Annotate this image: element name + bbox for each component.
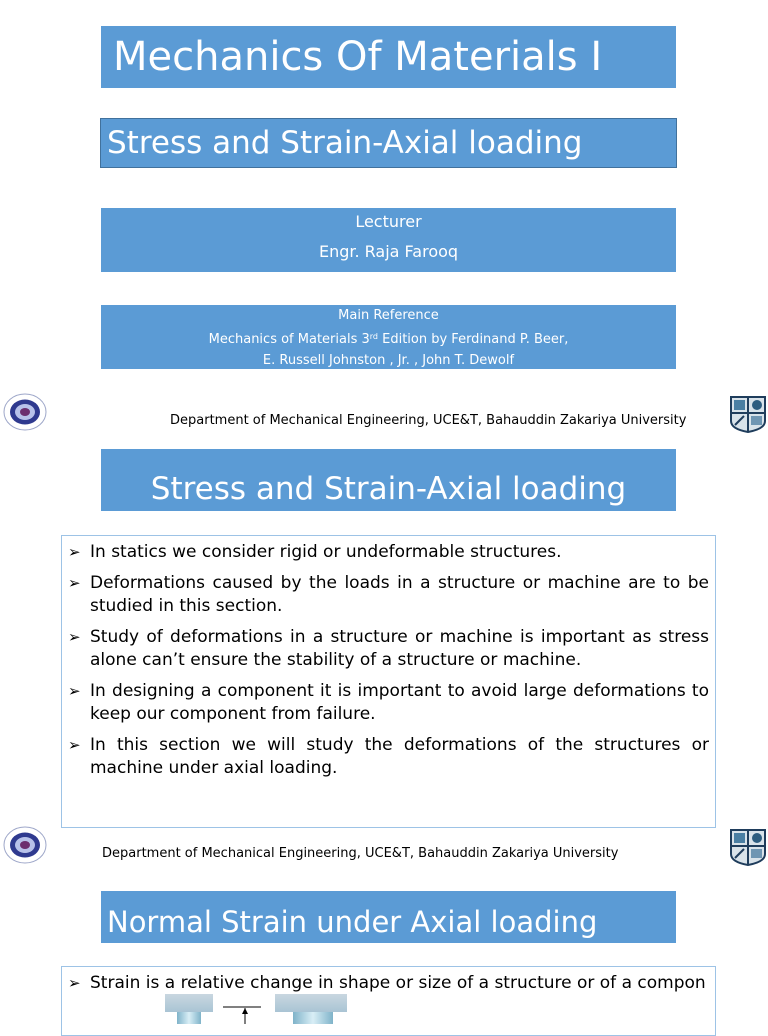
axial-rod-figure xyxy=(165,994,347,1024)
slide2-bullet-list xyxy=(68,541,709,781)
list-item: ➢ Deformations caused by the loads in a structure or machine are to be studied in this section. xyxy=(68,572,709,616)
department-footer: Department of Mechanical Engineering, UCE&T, Bahauddin Zakariya University xyxy=(170,413,687,428)
reference-line1: Mechanics of Materials 3rd Edition by Ferdinand P. Beer, xyxy=(208,332,569,347)
slide1-title: Mechanics Of Materials I xyxy=(101,26,676,88)
slide3-title: Normal Strain under Axial loading xyxy=(101,891,676,943)
reference-label: Main Reference xyxy=(338,308,439,323)
arrow-bullet-icon: ➢ xyxy=(68,735,81,754)
list-item: ➢ Study of deformations in a structure or machine is important as stress alone can’t ensure the stability of a structure or machine. xyxy=(68,626,709,670)
arrow-bullet-icon: ➢ xyxy=(68,974,81,992)
university-seal-icon xyxy=(3,393,47,431)
slide3-content-box xyxy=(61,966,716,1036)
arrow-bullet-icon: ➢ xyxy=(68,573,81,592)
department-footer: Department of Mechanical Engineering, UCE&T, Bahauddin Zakariya University xyxy=(102,846,619,861)
department-crest-icon xyxy=(729,828,767,866)
list-item: ➢ In designing a component it is important to avoid large deformations to keep our component from failure. xyxy=(68,680,709,724)
arrow-bullet-icon: ➢ xyxy=(68,627,81,646)
reference-line2: E. Russell Johnston , Jr. , John T. Dewolf xyxy=(262,353,515,368)
slide2-content-box xyxy=(61,535,716,828)
department-crest-icon xyxy=(729,395,767,433)
slide1-subtitle: Stress and Strain-Axial loading xyxy=(100,118,677,168)
list-item: ➢ In this section we will study the deformations of the structures or machine under axial loading. xyxy=(68,734,709,778)
reference-box xyxy=(101,305,676,369)
list-item: ➢ Strain is a relative change in shape or size of a structure or of a compon xyxy=(68,972,709,996)
slide2-title: Stress and Strain-Axial loading xyxy=(101,449,676,511)
university-seal-icon xyxy=(3,826,47,864)
arrow-bullet-icon: ➢ xyxy=(68,543,81,561)
arrow-bullet-icon: ➢ xyxy=(68,681,81,700)
lecturer-name: Engr. Raja Farooq xyxy=(318,242,459,261)
lecturer-box xyxy=(101,208,676,272)
slide3-bullet-list xyxy=(68,972,709,996)
lecturer-label: Lecturer xyxy=(355,212,422,231)
list-item: ➢ In statics we consider rigid or undeformable structures. xyxy=(68,541,709,565)
